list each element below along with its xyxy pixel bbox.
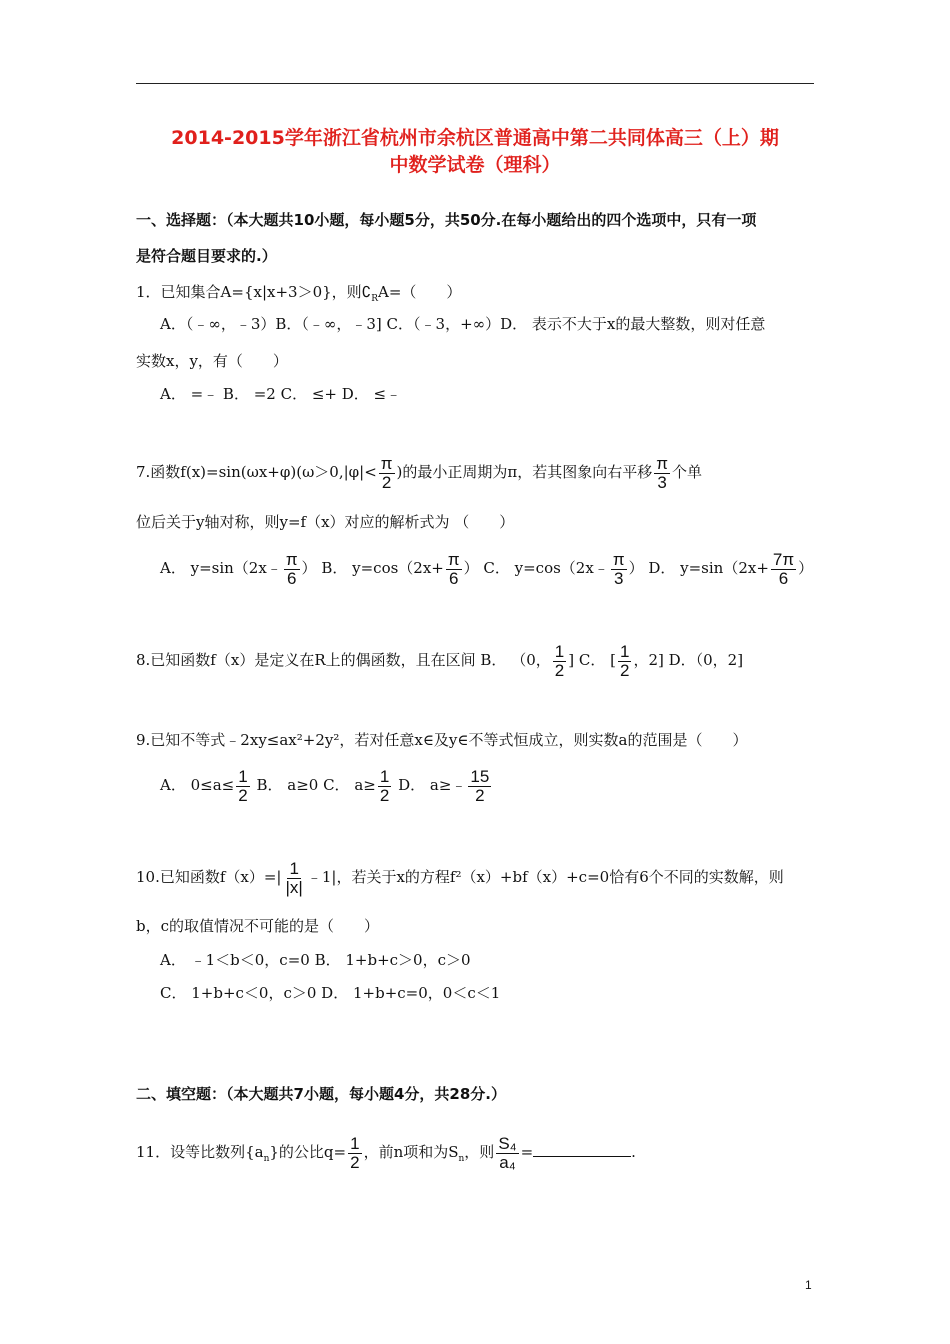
q8-option-d: D．（0，2]: [663, 651, 744, 669]
fraction: [611, 551, 627, 588]
question-9-options: [160, 765, 493, 805]
q8-stem: 8.已知函数f（x）是定义在R上的偶函数，且在区间 B．: [136, 651, 507, 669]
option-text: （0，: [511, 651, 551, 669]
fraction: [553, 643, 566, 680]
question-1-options-2: A． =﹣ B． =2 C． ≤+ D． ≤﹣: [160, 385, 402, 403]
fraction-denominator: 2: [619, 660, 630, 680]
q7-stem-b: )的最小正周期为π，若其图象向右平移: [396, 463, 653, 481]
option-text: ，2]: [633, 651, 664, 669]
q8-option-b: [511, 641, 575, 680]
option-text: [: [610, 651, 616, 669]
fraction: [379, 455, 395, 492]
fraction: [446, 551, 462, 588]
fraction-numerator: π: [447, 549, 460, 569]
question-7-continuation: 位后关于y轴对称，则y=f（x）对应的解析式为 （ ）: [136, 513, 515, 531]
subscript: n: [263, 1154, 270, 1164]
fraction-numerator: 1: [289, 858, 299, 878]
fraction-numerator: 15: [470, 766, 490, 786]
q7-option-d: [643, 549, 814, 588]
question-10-options-cd: C． 1+b+c＜0，c＞0 D． 1+b+c=0，0＜c＜1: [160, 984, 501, 1002]
fraction: [284, 551, 300, 588]
fraction-numerator: 7π: [772, 549, 795, 569]
fraction: [654, 455, 670, 492]
fraction-denominator: 2: [381, 472, 392, 492]
q11-text: =: [520, 1143, 534, 1161]
option-text: D． y=sin（2x+: [643, 559, 769, 577]
q7-option-b: [316, 549, 479, 588]
question-11: [136, 1130, 636, 1181]
q10-stem-b: ﹣1|，若关于x的方程f²（x）+bf（x）+c=0恰有6个不同的实数解，则: [306, 868, 784, 886]
section1-heading-a: 一、选择题：（本大题共10小题，每小题5分，共50分.在每小题给出的四个选项中，只有一项: [136, 211, 757, 229]
header-rule: [136, 83, 814, 84]
fraction-numerator: 1: [619, 641, 630, 661]
q7-option-a: [160, 549, 317, 588]
q11-text: .: [631, 1143, 636, 1161]
question-1-options: A．（﹣∞，﹣3）B．（﹣∞，﹣3] C．（﹣3，+∞）D． 表示不大于x的最大整数，则对任意: [160, 315, 766, 333]
fraction: [236, 768, 249, 805]
fraction-numerator: 1: [554, 641, 565, 661]
fraction: [348, 1135, 361, 1172]
question-7-stem: [136, 452, 702, 492]
fraction: [378, 768, 391, 805]
q7-stem-a: 7.函数f(x)=sin(ωx+φ)(ω＞0,|φ|<: [136, 463, 377, 481]
fraction-denominator: 6: [286, 568, 297, 588]
fraction-denominator: 3: [657, 472, 667, 492]
fraction-denominator: 2: [238, 785, 248, 805]
answer-blank[interactable]: [533, 1140, 631, 1157]
q1-stem-sub: R: [371, 294, 378, 304]
q10-stem-a: 10.已知函数f（x）=|: [136, 868, 282, 886]
option-text: ]: [568, 651, 575, 669]
q8-option-c: [610, 641, 664, 680]
question-10-stem: [136, 857, 784, 897]
question-10-options-ab: A． ﹣1＜b＜0，c=0 B． 1+b+c＞0，c＞0: [160, 951, 471, 969]
q11-text: }的公比q=: [269, 1143, 347, 1161]
fraction: [284, 860, 305, 897]
option-text: ）: [798, 559, 814, 577]
section2-heading: 二、填空题：（本大题共7小题，每小题4分，共28分.）: [136, 1085, 506, 1103]
fraction-numerator: 1: [350, 1133, 360, 1153]
q1-stem-a: 1．已知集合A={x|x+3＞0}，则∁: [136, 283, 372, 301]
fraction-numerator: 1: [238, 766, 248, 786]
fraction: [468, 768, 491, 805]
option-text: B． y=cos（2x+: [316, 559, 444, 577]
q11-text: ，前n项和为S: [363, 1143, 459, 1161]
fraction-denominator: 6: [778, 568, 789, 588]
question-8: [136, 640, 743, 680]
q11-text: 11．设等比数列{a: [136, 1143, 264, 1161]
question-9-stem: 9.已知不等式﹣2xy≤ax²+2y²，若对任意x∈及y∈不等式恒成立，则实数a的范围是（ ）: [136, 731, 748, 749]
question-10-continuation: b，c的取值情况不可能的是（ ）: [136, 917, 380, 935]
fraction: [618, 643, 631, 680]
fraction-numerator: S₄: [498, 1133, 517, 1153]
exam-title-line-1: 2014-2015学年浙江省杭州市余杭区普通高中第二共同体高三（上）期: [171, 127, 779, 149]
question-7-options: [160, 548, 813, 588]
option-text: ）: [301, 559, 317, 577]
fraction-numerator: 1: [379, 766, 390, 786]
option-text: ）: [463, 559, 479, 577]
fraction-denominator: a₄: [499, 1152, 516, 1172]
q1-stem-b: A=（ ）: [378, 283, 462, 301]
option-text: B． a≥0 C．: [251, 776, 355, 794]
fraction-denominator: 3: [613, 568, 624, 588]
fraction-denominator: 2: [475, 785, 485, 805]
question-1-stem: [136, 280, 461, 311]
fraction-denominator: 2: [350, 1152, 360, 1172]
page-number: 1: [805, 1278, 812, 1292]
option-text: C． y=cos（2x﹣: [478, 559, 609, 577]
subscript: n: [458, 1154, 465, 1164]
fraction: [771, 551, 796, 588]
option-text: A． y=sin（2x﹣: [160, 559, 282, 577]
q11-text: ，则: [464, 1143, 495, 1161]
option-text: a≥: [354, 776, 376, 794]
option-text: A． 0≤a≤: [160, 776, 235, 794]
fraction: [496, 1135, 518, 1172]
question-1-continuation: 实数x，y，有（ ）: [136, 352, 288, 370]
fraction-denominator: 2: [554, 660, 565, 680]
section1-heading-b: 是符合题目要求的.）: [136, 247, 277, 265]
fraction-numerator: π: [380, 453, 393, 473]
fraction-denominator: 2: [379, 785, 390, 805]
option-label: C．: [574, 651, 606, 669]
fraction-denominator: |x|: [285, 877, 303, 897]
option-text: ）: [628, 559, 644, 577]
exam-title-line-2: 中数学试卷（理科）: [389, 154, 561, 176]
fraction-numerator: π: [612, 549, 625, 569]
fraction-denominator: 6: [449, 568, 459, 588]
fraction-numerator: π: [656, 453, 668, 473]
fraction-numerator: π: [285, 549, 298, 569]
q7-option-c: [478, 549, 644, 588]
q7-stem-c: 个单: [671, 463, 702, 481]
option-text: D． a≥﹣: [393, 776, 467, 794]
